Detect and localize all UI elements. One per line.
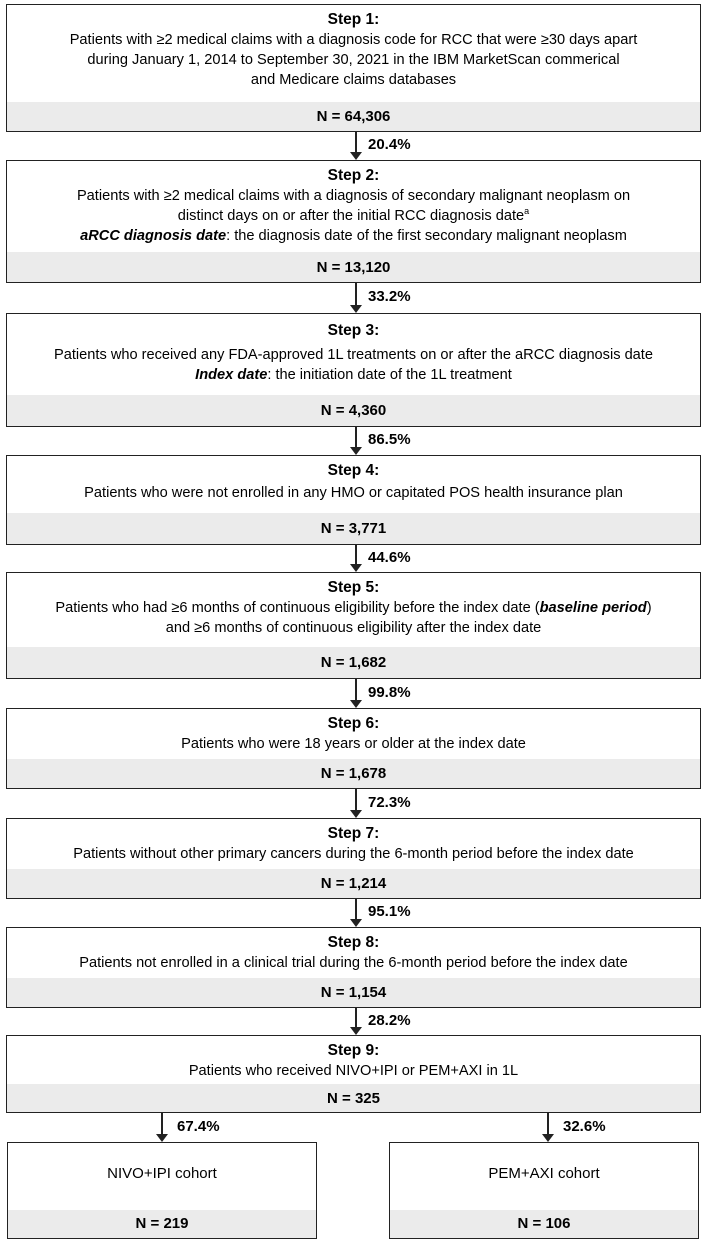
defined-term: aRCC diagnosis date xyxy=(80,228,227,244)
step-text-line: Patients not enrolled in a clinical trial during the 6-month period before the index date xyxy=(79,955,628,971)
down-arrow xyxy=(349,789,363,818)
retention-percent: 28.2% xyxy=(368,1012,411,1029)
step-text-line xyxy=(15,365,692,385)
step-text-line xyxy=(15,226,692,246)
step-count: N = 3,771 xyxy=(7,513,700,544)
step-text-line: and Medicare claims databases xyxy=(250,72,457,88)
cohort-label: PEM+AXI cohort xyxy=(488,1165,600,1182)
down-arrow xyxy=(349,283,363,313)
step-title: Step 5: xyxy=(327,579,380,596)
cohort-count: N = 219 xyxy=(8,1210,316,1238)
step-text: ) xyxy=(646,600,652,616)
defined-term: Index date xyxy=(195,367,268,383)
step-1-box xyxy=(6,4,701,132)
step-text-line: Patients with ≥2 medical claims with a diagnosis code for RCC that were ≥30 days apart xyxy=(69,32,638,48)
step-title: Step 6: xyxy=(327,715,380,732)
cohort-box-nivo-ipi xyxy=(7,1142,317,1239)
step-title: Step 2: xyxy=(327,167,380,184)
retention-percent: 86.5% xyxy=(368,431,411,448)
step-count: N = 1,154 xyxy=(7,978,700,1007)
step-text-line xyxy=(15,206,692,226)
down-arrow-right xyxy=(541,1113,555,1142)
step-3-box xyxy=(6,313,701,427)
cohort-box-pem-axi xyxy=(389,1142,699,1239)
retention-percent: 72.3% xyxy=(368,794,411,811)
retention-percent: 99.8% xyxy=(368,684,411,701)
step-text: Patients who had ≥6 months of continuous eligibility before the index date ( xyxy=(55,600,540,616)
step-4-box xyxy=(6,455,701,545)
step-count: N = 1,682 xyxy=(7,647,700,678)
step-7-box xyxy=(6,818,701,899)
step-5-box xyxy=(6,572,701,679)
step-text-line: Patients with ≥2 medical claims with a diagnosis of secondary malignant neoplasm on xyxy=(76,188,631,204)
cohort-percent-right: 32.6% xyxy=(563,1118,606,1135)
step-text-line: Patients who were not enrolled in any HMO or capitated POS health insurance plan xyxy=(84,485,623,501)
step-count: N = 64,306 xyxy=(7,102,700,131)
step-6-box xyxy=(6,708,701,789)
down-arrow xyxy=(349,679,363,708)
step-count: N = 1,214 xyxy=(7,869,700,898)
footnote-marker: a xyxy=(524,206,530,217)
step-count: N = 1,678 xyxy=(7,759,700,788)
step-2-box xyxy=(6,160,701,283)
step-title: Step 7: xyxy=(327,825,380,842)
down-arrow xyxy=(349,132,363,160)
step-text: distinct days on or after the initial RCC diagnosis date xyxy=(177,208,525,224)
step-text-line xyxy=(15,598,692,618)
step-text-line: Patients who were 18 years or older at the index date xyxy=(181,736,526,752)
step-title: Step 4: xyxy=(327,462,380,479)
down-arrow xyxy=(349,1008,363,1035)
step-text: : the initiation date of the 1L treatment xyxy=(267,367,512,383)
step-count: N = 325 xyxy=(7,1084,700,1112)
step-text-line: Patients who received any FDA-approved 1L treatments on or after the aRCC diagnosis date xyxy=(54,347,653,363)
defined-term: baseline period xyxy=(539,600,647,616)
step-text: : the diagnosis date of the first secondary malignant neoplasm xyxy=(226,228,627,244)
retention-percent: 20.4% xyxy=(368,136,411,153)
step-9-box xyxy=(6,1035,701,1113)
cohort-percent-left: 67.4% xyxy=(177,1118,220,1135)
cohort-label: NIVO+IPI cohort xyxy=(107,1165,217,1182)
step-count: N = 4,360 xyxy=(7,395,700,426)
step-count: N = 13,120 xyxy=(7,252,700,282)
down-arrow xyxy=(349,545,363,572)
step-text-line: and ≥6 months of continuous eligibility after the index date xyxy=(165,620,542,636)
step-text-line: Patients who received NIVO+IPI or PEM+AXI in 1L xyxy=(188,1063,519,1079)
down-arrow xyxy=(349,427,363,455)
step-title: Step 3: xyxy=(327,322,380,339)
step-text-line: during January 1, 2014 to September 30, 2021 in the IBM MarketScan commerical xyxy=(87,52,620,68)
step-text-line: Patients without other primary cancers during the 6-month period before the index date xyxy=(73,846,634,862)
down-arrow xyxy=(349,899,363,927)
step-title: Step 9: xyxy=(327,1042,380,1059)
retention-percent: 33.2% xyxy=(368,288,411,305)
cohort-count: N = 106 xyxy=(390,1210,698,1238)
down-arrow-left xyxy=(155,1113,169,1142)
step-8-box xyxy=(6,927,701,1008)
step-title: Step 8: xyxy=(327,934,380,951)
step-title: Step 1: xyxy=(327,11,380,28)
retention-percent: 44.6% xyxy=(368,549,411,566)
retention-percent: 95.1% xyxy=(368,903,411,920)
